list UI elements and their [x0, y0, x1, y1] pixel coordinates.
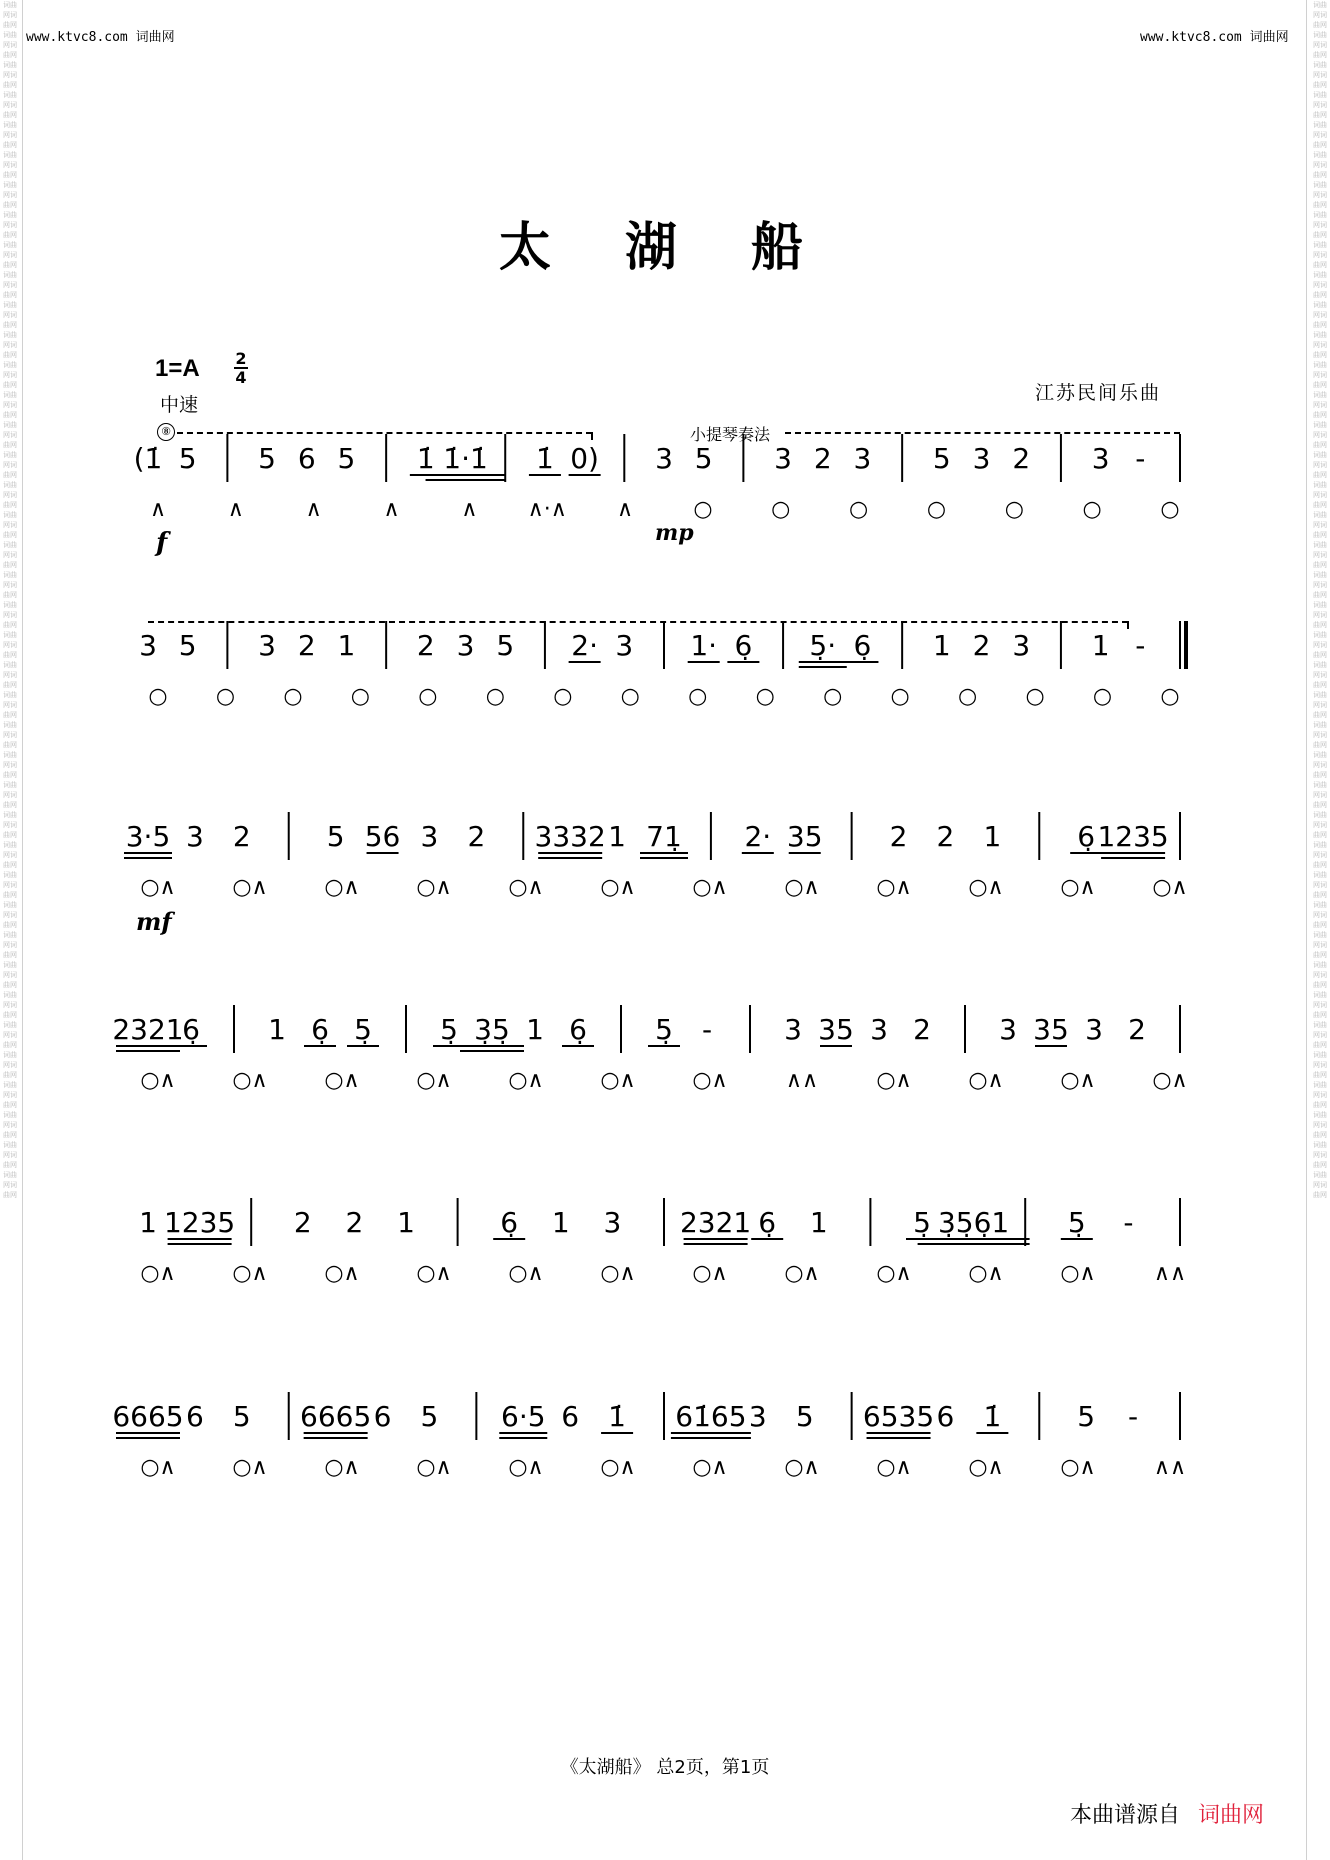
note: 5	[420, 1400, 439, 1433]
bowing-mark: ○	[553, 684, 573, 709]
bowing-mark: ∧	[149, 497, 167, 522]
note: -	[1128, 1400, 1139, 1433]
dynamic-mp: mp	[655, 520, 694, 546]
credit-text: 本曲谱源自	[1070, 1803, 1181, 1828]
note: 2	[345, 1206, 364, 1239]
bowing-mark: ○	[1004, 497, 1024, 522]
note: 35	[818, 1013, 854, 1046]
note: 2321	[112, 1013, 184, 1046]
note: -	[1135, 442, 1146, 475]
bowing-mark: ○	[849, 497, 869, 522]
bowing-mark: ○	[1092, 684, 1113, 709]
bowing-mark: ○∧	[968, 875, 1004, 900]
bowing-mark: ○	[485, 684, 505, 709]
bowing-mark: ○∧	[600, 1455, 636, 1480]
bowing-mark: ○∧	[232, 1068, 268, 1093]
bowing-mark: ○	[1082, 497, 1102, 522]
note: 2	[936, 820, 955, 853]
key-signature: 1=A	[155, 355, 200, 382]
note: 5	[1077, 1400, 1096, 1433]
note: 61̇65	[675, 1400, 747, 1433]
bowing-mark: ○	[926, 497, 947, 522]
violin-method-label: 小提琴奏法	[690, 425, 771, 444]
note: -	[1123, 1206, 1134, 1239]
bowing-mark: ○∧	[324, 1455, 360, 1480]
bowing-mark: ∧∧	[1153, 1261, 1187, 1286]
note: -	[1135, 629, 1146, 662]
bowing-mark: ○∧	[140, 1455, 176, 1480]
note: 5̣	[1067, 1206, 1086, 1239]
note: 3	[784, 1013, 802, 1046]
note: 6	[297, 442, 316, 475]
note: 1̇	[416, 442, 435, 475]
note: 5̣	[354, 1013, 372, 1046]
bowing-mark: ○∧	[1152, 1068, 1188, 1093]
bowing-mark: ○∧	[968, 1455, 1004, 1480]
bowing-mark: ○∧	[784, 875, 820, 900]
source-credit	[1070, 1798, 1264, 1829]
note: 5̣	[913, 1206, 931, 1239]
composer: 江苏民间乐曲	[1035, 382, 1162, 404]
bowing-mark: ∧	[617, 497, 634, 522]
note: 6	[561, 1400, 580, 1433]
note: 5	[178, 629, 197, 662]
note: 56	[364, 820, 401, 853]
note: 6535	[862, 1400, 935, 1433]
note: 1	[551, 1206, 570, 1239]
bowing-mark: ○∧	[416, 1455, 452, 1480]
dynamic-f: f	[156, 528, 168, 558]
note: 1·	[690, 629, 718, 662]
bowing-mark: ○∧	[232, 1455, 268, 1480]
note: 1	[932, 629, 951, 662]
note: 1	[268, 1013, 286, 1046]
bowing-mark: ○	[957, 684, 978, 709]
bowing-mark: ○	[823, 684, 843, 709]
note: 3	[1091, 442, 1110, 475]
bowing-mark: ○∧	[324, 875, 360, 900]
note: 3	[615, 629, 634, 662]
note: 3̣5̣6̣1	[937, 1206, 1010, 1239]
note: 2	[232, 820, 251, 853]
note: 2	[889, 820, 908, 853]
bowing-mark: ○	[1160, 684, 1180, 709]
bowing-mark: ○∧	[692, 1455, 728, 1480]
bowing-mark: ○	[620, 684, 640, 709]
bowing-mark: ○∧	[784, 1455, 820, 1480]
bowing-mark: ○	[215, 684, 236, 709]
bowing-mark: ○	[1025, 684, 1045, 709]
dynamic-mf: mf	[136, 907, 172, 936]
bowing-mark: ○∧	[416, 875, 452, 900]
note: 3	[655, 442, 673, 475]
bowing-mark: ○	[148, 684, 168, 709]
note: 6̣	[734, 629, 753, 662]
bowing-mark: ○	[755, 684, 775, 709]
note: 1	[337, 629, 356, 662]
note: 1235	[1097, 820, 1169, 853]
note: 3	[999, 1013, 1017, 1046]
note: 2	[467, 820, 486, 853]
bowing-mark: ○∧	[876, 1261, 912, 1286]
note: 1	[397, 1206, 415, 1239]
note: 3	[870, 1013, 888, 1046]
note: 6̣	[758, 1206, 777, 1239]
bowing-mark: ○∧	[1060, 875, 1096, 900]
bowing-mark: ○∧	[416, 1068, 452, 1093]
note: 3	[456, 629, 475, 662]
bowing-mark: ∧	[383, 497, 400, 522]
note: -	[701, 1013, 713, 1046]
bowing-mark: ○∧	[1060, 1455, 1096, 1480]
note: 5̣	[655, 1013, 673, 1046]
page-title: 太 湖 船	[498, 217, 832, 278]
bowing-mark: ○∧	[416, 1261, 452, 1286]
note: 6̣	[182, 1013, 200, 1046]
bowing-mark: ○	[1160, 497, 1180, 522]
note: 5	[932, 442, 951, 475]
note: 5̣	[440, 1013, 458, 1046]
note: 3̣5̣	[474, 1013, 510, 1046]
note: 2	[416, 629, 435, 662]
bowing-mark: ○∧	[1060, 1261, 1096, 1286]
note: 6̣	[853, 629, 872, 662]
ottava-sign: ⑧	[157, 423, 175, 441]
bowing-mark: ∧	[227, 497, 244, 522]
watermark-right: 词曲网词曲网词曲网词曲网词曲网词曲网词曲网词曲网词曲网词曲网词曲网词曲网词曲网词曲网词曲网词曲网词曲网词曲网词曲网词曲网词曲网词曲网词曲网词曲网词曲网词曲网词曲网词曲网词曲网词曲网词曲网词曲网词曲网词曲网词曲网词曲网词曲网词曲网词曲网词曲网词曲网词曲网词曲网词曲网词曲网词曲网词曲网词曲网词曲网词曲网词曲网词曲网词曲网词曲网词曲网词曲网词曲网词曲网词曲网词曲网词曲网词曲网词曲网词曲网词曲网词曲网词曲网词曲网词曲网词曲网词曲网词曲网词曲网词曲网词曲网词曲网词曲网词曲网词曲网词曲网	[1313, 1, 1327, 1199]
note: 3	[258, 629, 276, 662]
note: 6665	[300, 1400, 372, 1433]
bowing-mark: ○	[350, 684, 371, 709]
note: 2	[1128, 1013, 1146, 1046]
note: 6665	[112, 1400, 184, 1433]
bowing-mark: ○∧	[324, 1068, 360, 1093]
bowing-mark: ○∧	[968, 1068, 1004, 1093]
bowing-mark: ○	[283, 684, 303, 709]
note: 2·	[571, 629, 598, 662]
note: 3	[774, 442, 792, 475]
bowing-mark: ○∧	[508, 1261, 544, 1286]
note: 6	[936, 1400, 955, 1433]
note: 3	[1085, 1013, 1103, 1046]
note: 1	[1091, 629, 1110, 662]
time-sig-top: 2	[235, 349, 247, 368]
note: 2	[297, 629, 316, 662]
note: 1	[809, 1206, 828, 1239]
bowing-mark: ○∧	[600, 875, 636, 900]
note: 1235	[163, 1206, 236, 1239]
bowing-mark: ∧	[461, 497, 478, 522]
note: 35	[786, 820, 823, 853]
bowing-mark: ○∧	[876, 875, 912, 900]
note: 6̣	[500, 1206, 519, 1239]
bowing-mark: ∧·∧	[527, 497, 567, 522]
note: 6̣	[311, 1013, 329, 1046]
bowing-mark: ○∧	[508, 1455, 544, 1480]
bowing-mark: ∧∧	[785, 1068, 819, 1093]
note: 71̣	[646, 820, 682, 853]
note: 1̇	[608, 1400, 627, 1433]
bowing-mark: ○∧	[1060, 1068, 1096, 1093]
bowing-mark: ○	[771, 497, 791, 522]
bowing-mark: ○∧	[692, 1068, 728, 1093]
note: 6	[373, 1400, 392, 1433]
note: 2	[813, 442, 832, 475]
bowing-mark: ○∧	[600, 1261, 636, 1286]
note: 5	[326, 820, 345, 853]
note: 3	[420, 820, 439, 853]
bowing-mark: ○∧	[508, 875, 544, 900]
note: 5	[795, 1400, 814, 1433]
note: 3	[853, 442, 872, 475]
bowing-mark: ○∧	[968, 1261, 1004, 1286]
bowing-mark: ∧	[305, 497, 322, 522]
note: 2	[972, 629, 991, 662]
note: 3332	[534, 820, 606, 853]
bowing-mark: ○∧	[1152, 875, 1188, 900]
time-sig-bottom: 4	[235, 368, 247, 387]
note: 5	[337, 442, 356, 475]
bowing-mark: ○∧	[876, 1455, 912, 1480]
note: 1	[608, 820, 627, 853]
note: 3	[972, 442, 991, 475]
note: 3	[603, 1206, 622, 1239]
bowing-mark: ○∧	[784, 1261, 820, 1286]
watermark-left: 词曲网词曲网词曲网词曲网词曲网词曲网词曲网词曲网词曲网词曲网词曲网词曲网词曲网词曲网词曲网词曲网词曲网词曲网词曲网词曲网词曲网词曲网词曲网词曲网词曲网词曲网词曲网词曲网词曲网词曲网词曲网词曲网词曲网词曲网词曲网词曲网词曲网词曲网词曲网词曲网词曲网词曲网词曲网词曲网词曲网词曲网词曲网词曲网词曲网词曲网词曲网词曲网词曲网词曲网词曲网词曲网词曲网词曲网词曲网词曲网词曲网词曲网词曲网词曲网词曲网词曲网词曲网词曲网词曲网词曲网词曲网词曲网词曲网词曲网词曲网词曲网词曲网词曲网词曲网词曲网	[3, 1, 17, 1199]
note: 5	[258, 442, 276, 475]
bowing-mark: ○∧	[692, 875, 728, 900]
note: 3	[1012, 629, 1031, 662]
credit-brand: 词曲网	[1198, 1803, 1265, 1828]
bowing-mark: ○∧	[140, 1068, 176, 1093]
note: 3·5	[125, 820, 171, 853]
note: 5	[496, 629, 515, 662]
bowing-mark: ○	[890, 684, 910, 709]
note: 1	[983, 820, 1002, 853]
note: 3	[748, 1400, 767, 1433]
note: 2	[1012, 442, 1031, 475]
note: 6·5	[501, 1400, 546, 1433]
note: 3	[139, 629, 157, 662]
bowing-mark: ○∧	[692, 1261, 728, 1286]
bowing-mark: ○∧	[140, 1261, 176, 1286]
note: 2	[293, 1206, 312, 1239]
bowing-mark: ○∧	[232, 875, 268, 900]
bowing-mark: ○	[688, 684, 708, 709]
bowing-mark: ○	[418, 684, 438, 709]
bowing-mark: ○	[693, 497, 713, 522]
note: 5	[694, 442, 713, 475]
bowing-mark: ○∧	[600, 1068, 636, 1093]
page-footer: 《太湖船》 总2页，第1页	[560, 1757, 770, 1778]
note: 2321	[679, 1206, 752, 1239]
tempo-marking: 中速	[160, 394, 199, 416]
note: 1	[139, 1206, 157, 1239]
note: 2	[913, 1013, 931, 1046]
note: 3	[185, 820, 204, 853]
bowing-mark: ○∧	[508, 1068, 544, 1093]
note: 1̇	[983, 1400, 1002, 1433]
note: 1	[526, 1013, 544, 1046]
note: (1̇	[133, 442, 163, 475]
bowing-mark: ○∧	[876, 1068, 912, 1093]
note: 2·	[744, 820, 772, 853]
bowing-mark: ∧∧	[1153, 1455, 1187, 1480]
note: 6̣	[569, 1013, 587, 1046]
note: 5̣·	[809, 629, 837, 662]
note: 6	[185, 1400, 204, 1433]
note: 5	[232, 1400, 251, 1433]
bowing-mark: ○∧	[324, 1261, 360, 1286]
note: 0)	[570, 442, 599, 475]
note: 6̣	[1077, 820, 1096, 853]
bowing-mark: ○∧	[232, 1261, 268, 1286]
header-right: www.ktvc8.com 词曲网	[1140, 30, 1289, 45]
bowing-mark: ○∧	[140, 875, 176, 900]
note: 1̇·1̇	[443, 442, 488, 475]
note: 35	[1033, 1013, 1069, 1046]
note: 5	[178, 442, 197, 475]
note: 1̇	[536, 442, 554, 475]
header-left: www.ktvc8.com 词曲网	[26, 30, 175, 45]
